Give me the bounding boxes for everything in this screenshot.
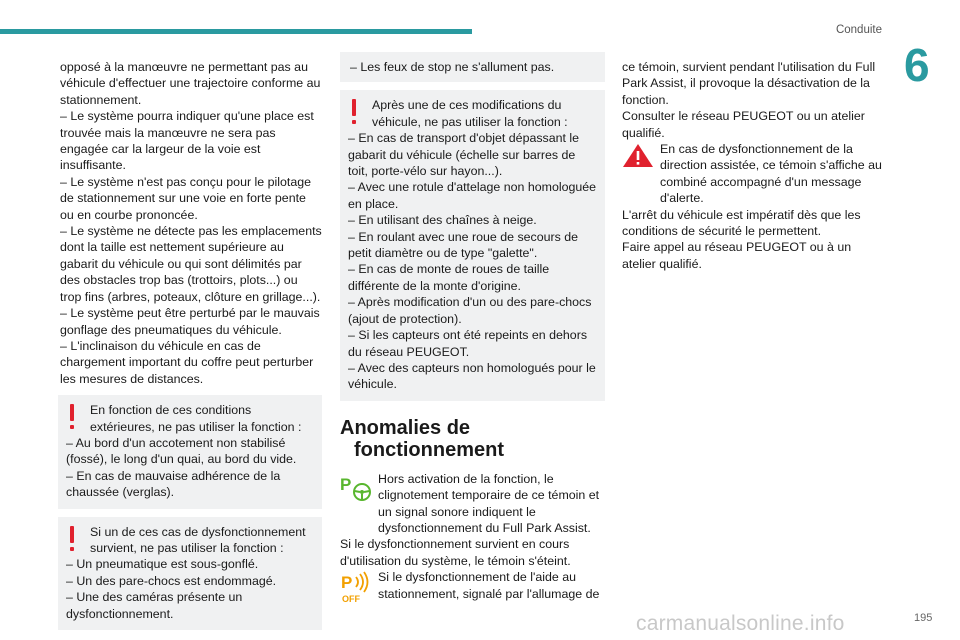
paragraph: Hors activation de la fonction, le clignotement temporaire de ce témoin et un signal sonore indiquent le dysfonctionnement du Full Park Assist.: [378, 471, 600, 535]
section-title: Conduite: [835, 24, 882, 36]
list-item: – Avec une rotule d'attelage non homologuée en place.: [348, 180, 597, 211]
warning-exclamation-icon: [70, 526, 76, 552]
paragraph: – L'inclinaison du véhicule en cas de chargement important du coffre peut perturber les mesures de distances.: [60, 338, 314, 386]
warning-box: [340, 90, 605, 400]
column-2: [340, 52, 605, 602]
list-item: – Après modification d'un ou des pare-chocs (ajout de protection).: [348, 295, 592, 326]
watermark: carmanualsonline.info: [636, 612, 845, 635]
paragraph: Si le dysfonctionnement de l'aide au stationnement, signalé par l'allumage de: [378, 570, 600, 601]
svg-text:P: P: [341, 573, 353, 593]
anomaly-block: [340, 471, 605, 537]
park-sensor-off-icon: [340, 571, 374, 604]
section-heading: Anomalies de fonctionnement: [340, 416, 504, 461]
paragraph: – Le système pourra indiquer qu'une place est trouvée mais la manœuvre ne sera pas engagée car la largeur de la voie est insuffisante.: [60, 109, 314, 173]
paragraph: Si le dysfonctionnement survient en cours d'utilisation du système, le témoin s'éteint.: [340, 537, 571, 568]
list-item: – En utilisant des chaînes à neige.: [348, 213, 537, 228]
paragraph: Faire appel au réseau PEUGEOT ou à un atelier qualifié.: [622, 240, 852, 271]
anomaly-block: [340, 569, 605, 602]
paragraph: L'arrêt du véhicule est impératif dès que les conditions de sécurité le permettent.: [622, 207, 861, 239]
list-item: – En roulant avec une roue de secours de petit diamètre ou de type "galette".: [348, 229, 579, 261]
paragraph: opposé à la manœuvre ne permettant pas au véhicule d'effectuer une trajectoire conforme au stationnement.: [60, 60, 321, 107]
svg-text:P: P: [340, 474, 352, 494]
list-item: – Si les capteurs ont été repeints en dehors du réseau PEUGEOT.: [348, 328, 588, 359]
warning-exclamation-icon: [70, 404, 76, 430]
paragraph: – Le système ne détecte pas les emplacements dont la taille est nettement supérieure au gabarit du véhicule ou qui sont délimités par des obstacles trop bas (trottoirs, plots...) ou trop fins (arbres, poteaux, clôture en grillage...).: [60, 224, 322, 304]
warning-exclamation-icon: [352, 99, 358, 125]
list-item: – En cas de monte de roues de taille différente de la monte d'origine.: [348, 262, 550, 293]
page-number: 195: [914, 612, 933, 624]
chapter-number: 6: [904, 39, 930, 91]
park-assist-steering-icon: [340, 473, 374, 503]
off-label: OFF: [342, 594, 360, 604]
warning-lead: Après une de ces modifications du véhicule, ne pas utiliser la fonction :: [372, 98, 568, 129]
paragraph: ce témoin, survient pendant l'utilisation du Full Park Assist, il provoque la désactivation de la fonction.: [622, 60, 876, 107]
warning-box: [58, 395, 322, 508]
list-item: – Les feux de stop ne s'allument pas.: [350, 60, 555, 74]
header-accent-bar: [0, 29, 472, 34]
steering-warning-block: [622, 141, 887, 207]
list-item: – En cas de transport d'objet dépassant le gabarit du véhicule (échelle sur barres de toit, porte-vélo sur hayon...).: [348, 131, 580, 179]
paragraph: Consulter le réseau PEUGEOT ou un atelier qualifié.: [622, 109, 865, 140]
warning-lead: Si un de ces cas de dysfonctionnement survient, ne pas utiliser la fonction :: [90, 524, 306, 555]
list-item: – Avec des capteurs non homologués pour le véhicule.: [348, 360, 596, 392]
list-item: – Un des pare-chocs est endommagé.: [66, 573, 277, 588]
paragraph: – Le système peut être perturbé par le mauvais gonflage des pneumatiques du véhicule.: [60, 306, 320, 337]
list-item: – Au bord d'un accotement non stabilisé (fossé), le long d'un quai, au bord du vide.: [66, 435, 297, 467]
list-item: – Une des caméras présente un dysfonctionnement.: [66, 590, 243, 621]
list-item: – En cas de mauvaise adhérence de la chaussée (verglas).: [66, 468, 281, 500]
column-3: [622, 59, 887, 272]
warning-box: [58, 517, 322, 630]
note-box: [340, 52, 605, 82]
warning-lead: En fonction de ces conditions extérieures, ne pas utiliser la fonction :: [90, 403, 302, 434]
paragraph: – Le système n'est pas conçu pour le pilotage de stationnement sur une voie en forte pente ou en courbe prononcée.: [60, 174, 312, 222]
column-1: [60, 59, 322, 638]
paragraph: En cas de dysfonctionnement de la direction assistée, ce témoin s'affiche au combiné accompagné d'un message d'alerte.: [660, 142, 882, 206]
list-item: – Un pneumatique est sous-gonflé.: [66, 557, 259, 572]
warning-triangle-icon: [622, 143, 656, 173]
